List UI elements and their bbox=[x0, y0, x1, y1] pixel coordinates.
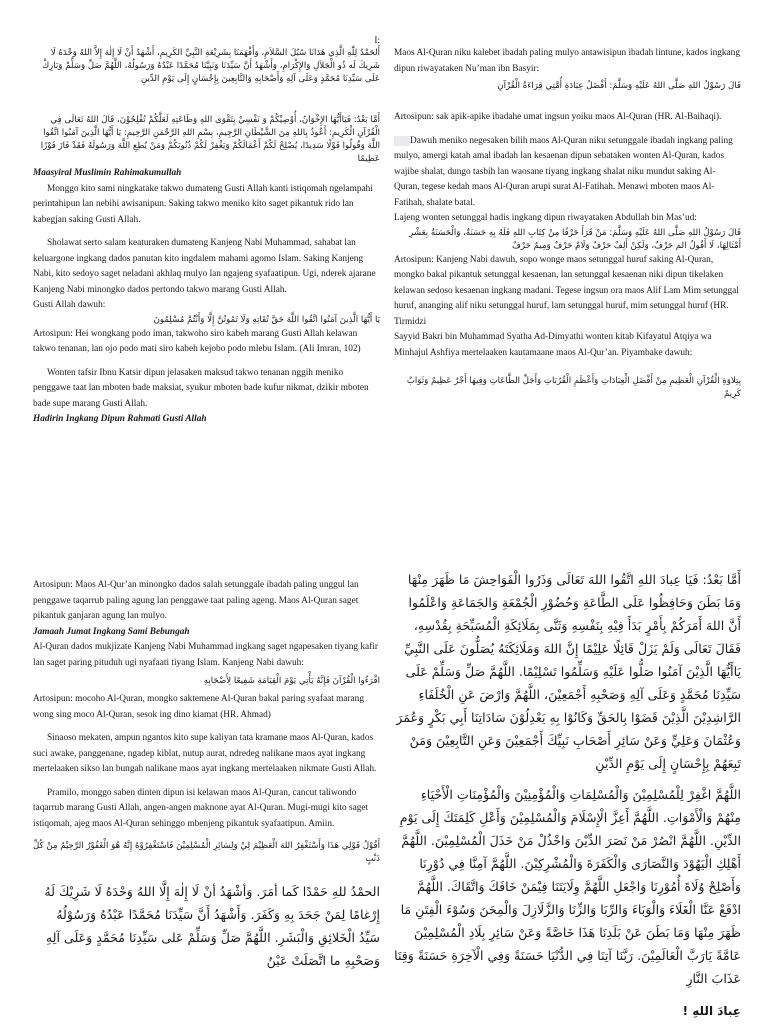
heading-hadirin: Hadirin Ingkang Dipun Rahmati Gusti Allah bbox=[33, 414, 207, 424]
paragraph-tafsir: Wonten tafsir Ibnu Katsir dipun jelasaken maksud takwo tenanan nggih meniko penggawe taat lan mboten bade maksiat, syukur mboten bade kufur nikmat, dzikir mboten bade supe marang Gusti Allah. bbox=[33, 367, 369, 409]
amma-bad-arabic: أَمَّا بَعْدُ: فَيَاأَيُّهَا الإِخْوَانُ، أُوْصِيْكُمْ وَ نَفْسِيْ بِتَقْوَى اللهِ وَطَاعَتِهِ لَعَلَّكُمْ تُفْلِحُوْنَ، قَالَ اللهُ تَعَالَى فِي الْقُرْآنِ الْكَرِيمِ: أَعُوذُ بِاللهِ مِنَ الشَّيْطَانِ الرَّجِيمِ، بِسْمِ اللهِ الرَّحْمَنِ الرَّحِيمِ: يَا أَيُّهَا الَّذِينَ آمَنُوا اتَّقُوا اللَّهَ وَقُولُوا قَوْلًا سَدِيدًا، يُصْلِحْ لَكُمْ أَعْمَالَكُمْ وَيَغْفِرْ لَكُمْ ذُنُوبَكُمْ وَمَنْ يُطِعِ اللَّهَ وَرَسُولَهُ فَقَدْ فَازَ فَوْزًا عَظِيمًا bbox=[40, 115, 380, 164]
ibad-allah-arabic: عِبادَ اللهِ ! bbox=[682, 1004, 741, 1018]
paragraph-ibnu-masud: Lajeng wonten setunggal hadis ingkang dipun riwayataken Abdullah bin Mas’ud: bbox=[394, 213, 697, 223]
quadrant-top-right bbox=[394, 46, 741, 401]
dua-arabic: اللَّهُمَّ اغْفِرْ لِلْمُسْلِمِيْنَ وَالْمُسْلِمَاتِ وَالْمُؤْمِنِيْنَ وَالْمُؤْمِنَاتِ الْأَحْيَاءِ مِنْهُمْ وَالْأَمْوَاتِ. اللَّهُمَّ أَعِزَّ الْإِسْلَامَ وَالْمُسْلِمِيْنَ وَأَعْلِ كَلِمَتَكَ إِلَى يَوْمِ الدِّيْنِ. اللَّهُمَّ انْصُرْ مَنْ نَصَرَ الدِّيْنَ وَاخْذُلْ مَنْ خَذَلَ الْمُسْلِمِيْنَ. اللَّهُمَّ أَهْلِكِ الْيَهُوْدَ وَالنَّصَارَى وَالْكَفَرَةَ وَالْمُشْرِكِيْنَ. اللَّهُمَّ آمِنَّا فِي دُوْرِنَا وَأَصْلِحْ وُلَاةَ أُمُوْرِنَا وَاجْعَلِ اللَّهُمَّ وِلَايَتَنَا فِيْمَنْ خَافَكَ وَاتَّقَاكَ. اللَّهُمَّ ادْفَعْ عَنَّا الْغَلَاءَ وَالْوَبَاءَ وَالرِّبَا وَالزِّنَا وَالزَّلَازِلَ وَالْمِحَنَ وَسُوْءَ الْفِتَنِ مَا ظَهَرَ مِنْهَا وَمَا بَطَنَ عَنْ بَلَدِنَا هَذَا خَاصَّةً وَعَنْ سَائِرِ بِلَادِ الْمُسْلِمِيْنَ عَامَّةً يَارَبَّ الْعَالَمِيْنَ. رَبَّنَا آتِنَا فِي الدُّنْيَا حَسَنَةً وَفِي الْآخِرَةِ حَسَنَةً وَقِنَا عَذَابَ النَّارِ bbox=[394, 787, 741, 986]
heading-maasyiral: Maasyiral Muslimin Rahimakumullah bbox=[33, 168, 182, 178]
opening-arabic: أَلحَمْدُ لِلّٰهِ الَّذِي هَدَانَا سُبُلَ السَّلاَمِ، وَأَفْهَمَنَا بِشَرِيْعَةِ النَّبِيِّ الكَرِيمِ، أَشْهَدُ أَنْ لَا إِلٰهَ إِلاَّ اللهُ وَحْدَهُ لَا شَرِيكَ لَه ذُو الْجَلاَلِ وَالإِكْرَامِ، وَأَشْهَدُ أَنَّ سَيِّدَنَا وَنَبِيَّنَا مُحَمَّدًا عَبْدُهُ وَرَسُولُهُ، اللَّهُمَّ صَلِّ وَسَلِّمْ وَبَارِكْ عَلَى سَيِّدِنَا مُحَمَّدٍ وَعَلَى آلِهِ وَأَصْحَابِهِ وَالتَّابِعِينَ بِإِحْسَانٍ إِلَى يَوْمِ الدِّينِ bbox=[42, 48, 380, 84]
quadrant-top-left bbox=[33, 36, 380, 428]
page-label: I: bbox=[374, 36, 380, 46]
quadrant-bottom-right bbox=[394, 568, 741, 1018]
heading-jamaah-jumat: Jamaah Jumat Ingkang Sami Bebungah bbox=[33, 626, 190, 637]
paragraph-artosipun: Artosipun: Hei wongkang podo iman, takwoho siro kabeh marang Gusti Allah kelawan takwo tenanan, lan ojo podo mati siro kabeh kejobo podo mlebu Islam. (Ali Imran, 102) bbox=[33, 328, 361, 354]
paragraph-sholawat: Sholawat serto salam keaturaken dumateng Kanjeng Nabi Muhammad, sahabat lan keluargone ingkang dados panutan kito ingdalem mahami agomo Islam. Saking Kanjeng Nabi, kito sedoyo saget neladani akhlaq mulyo lan ngajeng syafaatipun. Ugi, nderek ajarane Kanjeng Nabi minongko dados pertondo takwo marang Gusti Allah. bbox=[33, 238, 376, 295]
quadrant-bottom-left bbox=[33, 578, 380, 972]
paragraph-takwo: Monggo kito sami ningkatake takwo dumateng Gusti Allah kanti istiqomah ngelampahi perintahipun lan nebihi awisanipun. Saking takwo meniko kito saget pikantuk rido lan kabegjan saking Gusti Allah. bbox=[33, 183, 373, 225]
hadith-iqrau-arabic: اقْرَءُوا الْقُرْآنَ فَإِنَّهُ يَأْتِي يَوْمَ الْقِيَامَةِ شَفِيعًا لِأَصْحَابِهِ bbox=[203, 676, 380, 686]
second-khutbah-arabic: الحمْدُ للهِ حَمْدًا كَما أمَرَ. وَأشْهَدُ أنْ لَا إِلٰهَ إِلَّا اللهُ وَحْدَهُ لَا شَرِيْكَ لَهُ إِرْغامًا لِمَنْ جَحَدَ بِهِ وَكَفَرَ. وَأَشْهَدُ أَنَّ سَيِّدَنَا مُحَمَّدًا عَبْدُهُ وَرَسُوْلُهُ سَيِّدُ الْخَلائِقِ وَالْبَشَرِ. اللَّهُمَّ صَلِّ وَسَلِّمْ عَلى سَيِّدِنَا مُحَمَّدٍ وَعَلَى آلِهِ وَصَحْبِهِ ما اتَّصَلَتْ عَيْنٌ bbox=[44, 884, 380, 968]
paragraph-artosipun-tirmidzi: Artosipun: Kanjeng Nabi dawuh, sopo wonge maos setunggal huruf saking Al-Quran, mongko bakal pikantuk setunggal kesaenan, lan setunggal kesaenan niki dipun tikelaken kelawan sedoso kesaenan ingkang madani. Tegese ingsun ora maos Alif Lam Mim setunggal huruf, ananging alif niku setunggal huruf, lam setunggal huruf, mim setunggal huruf (HR. Tirmidzi bbox=[394, 254, 739, 327]
paragraph-pramilo: Pramilo, monggo saben dinten dipun isi kelawan maos Al-Quran, cancut taliwondo taqarrub marang Gusti Allah, angen-angen maknone ayat Al-Quran. Mugi-mugi kito saget istiqomah, ajeg maos Al-Quran sehinggo mbenjeng pikantuk syafaatipun. Amiin. bbox=[33, 787, 369, 829]
ayah-arabic: يَا أَيُّهَا الَّذِينَ آمَنُوا اتَّقُوا اللَّهَ حَقَّ تُقَاتِهِ وَلَا تَمُوتُنَّ إِلَّا وَأَنْتُمْ مُسْلِمُونَ bbox=[153, 314, 380, 325]
amma-bad-second-arabic: أَمَّا بَعْدُ: فَيَا عِبادَ اللهِ اتَّقُوا اللهَ تَعَالَى وَذَرُوا الْفَوَاحِشَ مَا ظَهَرَ مِنْهَا وَمَا بَطَنَ وَحَافِظُوا عَلَى الطَّاعَةِ وَحُضُوْرِ الْجُمْعَةِ وَالجَمَاعَةِ وَاعْلَمُوا أَنَّ اللهَ أَمَرَكُمْ بِأَمْرٍ بَدَأَ فِيْهِ بِنَفْسِهِ وَثَنَّى بِمَلَائِكَةِ الْمُسَبِّحَةِ بِقُدْسِهِ، فَقَالَ تَعَالَى وَلَمْ يَزَلْ قَائِلًا عَلِيْمًا إِنَّ اللهَ وَمَلَائِكَتَهُ يُصَلُّونَ عَلَى النَّبِيِّ يَاأَيُّهَا الَّذِيْنَ آمَنُوا صَلُّوا عَلَيْهِ وَسَلِّمُوا تَسْلِيْمًا. اللَّهُمَّ صَلِّ وَسَلِّمْ عَلَى سَيِّدِنَا مُحَمَّدٍ وَعَلَى آلِهِ وَصَحْبِهِ أَجْمَعِيْنَ، اللَّهُمَّ وَارْضَ عَنِ الْخُلَفَاءِ الرَّاشِدِيْنَ الَّذِيْنَ قَضَوْا بِالحَقِّ وَكَانُوْا بِهِ يَعْدِلُوْنَ سَادَاتِنَا أَبِي بَكْرٍ وَعُمَرَ وَعُثْمَانَ وَعَلِيٍّ وَعَنْ سَائِرِ أَصْحَابِ نَبِيِّكَ أَجْمَعِيْنَ وَعَنِ التَّابِعِيْنَ وَمَنْ تَبِعَهُمْ بِإِحْسَانٍ إِلَى يَوْمِ الدِّيْنِ bbox=[396, 572, 741, 771]
hadith-afdhal-arabic: قَالَ رَسُوْلُ اللهِ صَلَّى اللهُ عَلَيْهِ وَسَلَّمَ: أَفْضَلُ عِبَادَةِ أُمَّتِي قِرَاءَةُ الْقُرْآنِ bbox=[497, 81, 741, 91]
closing-arabic: أَقُوْلُ قَوْلِي هَذَا وَأَسْتَغْفِرُ اللهَ الْعَظِيْمَ لِيْ وَلِسَائِرِ الْمُسْلِمِيْنَ فَاسْتَغْفِرُوْهُ إِنَّهُ هُوَ الْغَفُوْرُ الرَّحِيْمُ مِنْ كُلِّ ذَنْبٍ bbox=[33, 841, 380, 864]
quote-tilawah-arabic: بِتِلاوَةِ الْقُرْآنِ الْعَظِيمِ مِنْ أَفْضَلِ الْعِبَادَاتِ وَأَعْظَمِ الْقُرُبَاتِ وَأَجَلِّ الطَّاعَاتِ وَفِيهَا أَجْرٌ عَظِيمٌ وَثَوَابٌ كَرِيمٌ bbox=[406, 376, 741, 399]
paragraph-artosipun-unggul: Artosipun: Maos Al-Qur’an minongko dados salah setunggale ibadah paling unggul lan penggawe taqarrub paling agung lan penggawe taat paling ageng. Maos Al-Quran saget pikantuk ganjaran agung lan mulyo. bbox=[33, 580, 359, 621]
paragraph-maos-quran: Maos Al-Quran niku kalebet ibadah paling mulyo antawisipun ibadah lintune, kados ingkang dipun riwayataken Nu’man ibn Basyir: bbox=[394, 48, 740, 74]
gusti-allah-dawuh: Gusti Allah dawuh: bbox=[33, 300, 106, 310]
paragraph-artosipun-baihaqi: Artosipun: sak apik-apike ibadahe umat ingsun yoiku maos Al-Quran (HR. Al-Baihaqi). bbox=[394, 112, 722, 122]
highlight-mark bbox=[394, 136, 410, 146]
hadith-harf-arabic: قَالَ رَسُوْلُ اللهِ صَلَّى اللهُ عَلَيْهِ وَسَلَّمَ: مَنْ قَرَأَ حَرْفًا مِنْ كِتَابِ اللهِ فَلَهُ بِهِ حَسَنَةٌ، وَالْحَسَنَةُ بِعَشْرِ أَمْثَالِهَا، لَا أَقُولُ الم حَرْفٌ، وَلَكِنْ أَلِفٌ حَرْفٌ وَلَامٌ حَرْفٌ وَمِيمٌ حَرْفٌ bbox=[409, 227, 741, 251]
paragraph-sayyid-bakri: Sayyid Bakri bin Muhammad Syatha Ad-Dimyathi wonten kitab Kifayatul Atqiya wa Minhajul Ashfiya mertelaaken kautamaane maos Al-Qur’an. Piyambake dawuh: bbox=[394, 332, 712, 358]
paragraph-dawuh-meniko: Dawuh meniko negesaken bilih maos Al-Quran niku setunggale ibadah ingkang paling mulyo, amergi katah amal ibadah lan kesaenan dipun sebataken wonten Al-Quran, kados wajibe shalat, dungo tasbih lan waosane tiyang ingkang shalat niku mundut saking Al-Quran, tegese kedah maos Al-Quran arupi surat Al-Fatihah. Menawi mboten maos Al-Fatihah, shalate batal. bbox=[394, 135, 733, 208]
paragraph-tata-krama: Sinaoso mekaten, ampun ngantos kito supe kaliyan tata kramane maos Al-Quran, kados suci awake, panggenane, ngadep kiblat, nutup aurat, ndredeg nalikane maos ayat ingkang mertelaaken sikso lan bungah nalikane maos ayat ingkang mertelaaken nikmate Gusti Allah. bbox=[33, 733, 377, 774]
paragraph-mukjizat: Al-Quran dados mukjizate Kanjeng Nabi Muhammad ingkang saget ngapesaken tiyang kafir lan saget paring pituduh ugi nyafaati tiyang Islam. Kanjeng Nabi dawuh: bbox=[33, 642, 378, 668]
paragraph-artosipun-syafaat: Artosipun: mocoho Al-Quran, mongko saktemene Al-Quran bakal paring syafaat marang wong sing moco Al-Quran, sesok ing dino kiamat (HR. Ahmad) bbox=[33, 694, 364, 720]
